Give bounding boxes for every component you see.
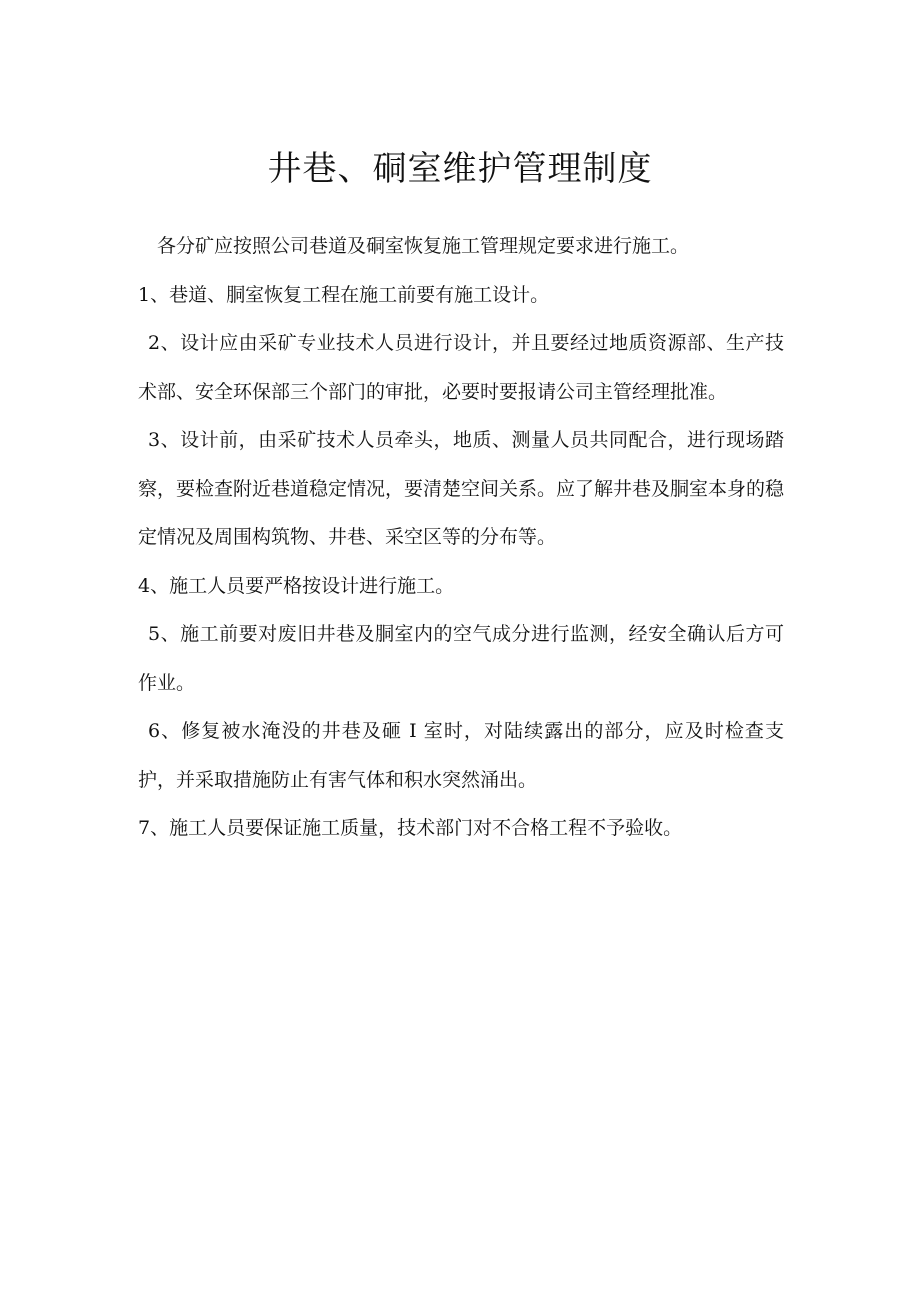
rule-5-paragraph: 5、施工前要对废旧井巷及胴室内的空气成分进行监测，经安全确认后方可作业。 [138,623,784,694]
document-title: 井巷、硐室维护管理制度 [267,149,653,189]
rule-3-paragraph: 3、设计前，由采矿技术人员牵头，地质、测量人员共同配合，进行现场踏察，要检查附近巷道稳定情况，要清楚空间关系。应了解井巷及胴室本身的稳定情况及周围构筑物、井巷、采空区等的分布等。 [138,429,785,548]
rule-4-paragraph: 4、施工人员要严格按设计进行施工。 [138,574,455,597]
intro-paragraph: 各分矿应按照公司巷道及硐室恢复施工管理规定要求进行施工。 [157,235,690,257]
rule-1-paragraph: 1、巷道、胴室恢复工程在施工前要有施工设计。 [138,283,550,306]
rule-2-paragraph: 2、设计应由采矿专业技术人员进行设计，并且要经过地质资源部、生产技术部、安全环保部三个部门的审批，必要时要报请公司主管经理批准。 [138,332,784,403]
rule-6-paragraph: 6、修复被水淹没的井巷及砸 I 室时，对陆续露出的部分，应及时检查支护，并采取措施防止有害气体和积水突然涌出。 [138,720,784,791]
rule-7-paragraph: 7、施工人员要保证施工质量，技术部门对不合格工程不予验收。 [138,817,683,839]
document-body [138,222,784,853]
